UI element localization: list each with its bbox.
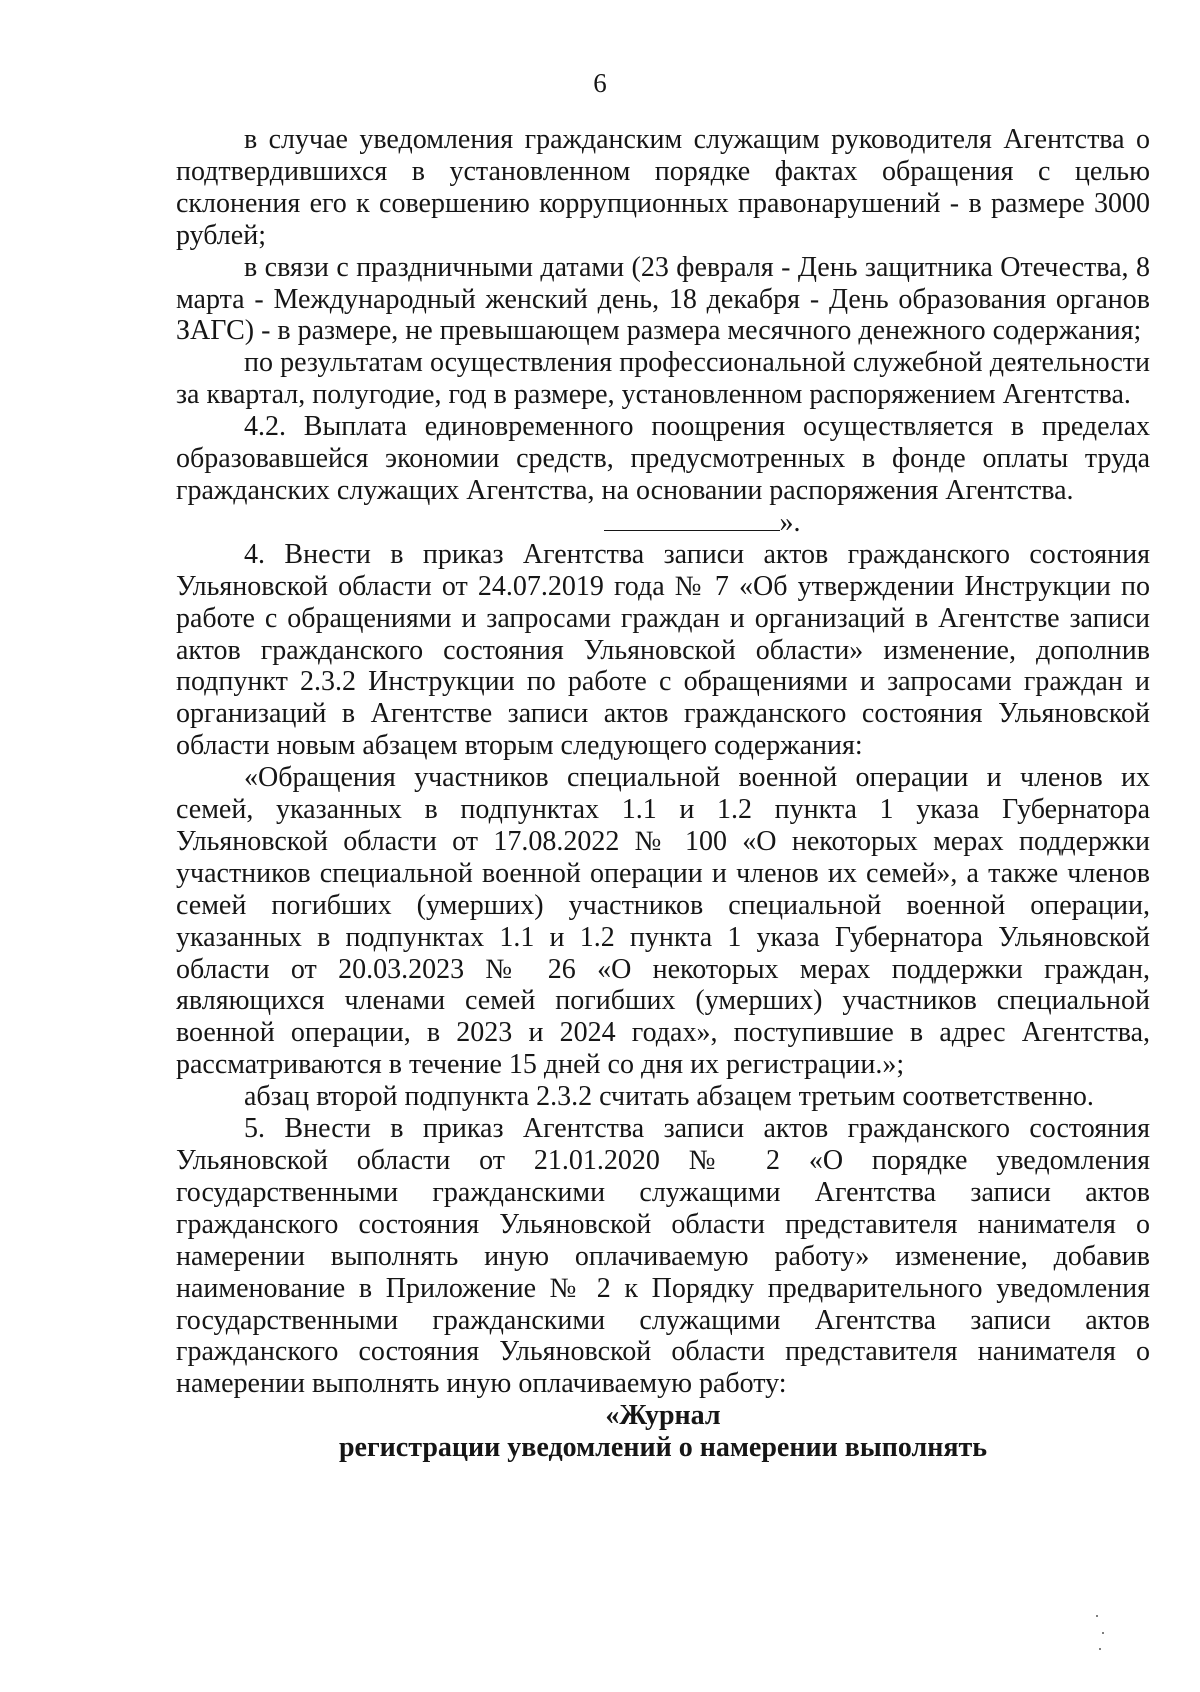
scan-speck — [1102, 1632, 1104, 1634]
paragraph-holiday-bonus: в связи с праздничными датами (23 февраля - День защитника Отечества, 8 марта - Международный женский день, 18 декабря - День образования органов ЗАГС) - в размере, не превышающем размера месячного денежного содержания; — [176, 251, 1150, 347]
paragraph-quoted-insert: «Обращения участников специальной военной операции и членов их семей, указанных в подпунктах 1.1 и 1.2 пункта 1 указа Губернатора Ульяновской области от 17.08.2022 № 100 «О некоторых мерах поддержки участников специальной военной операции и членов их семей», а также членов семей погибших (умерших) участников специальной военной операции, указанных в подпунктах 1.1 и 1.2 пункта 1 указа Губернатора Ульяновской области от 20.03.2023 № 26 «О некоторых мерах поддержки граждан, являющихся членами семей погибших (умерших) участников специальной военной операции, в 2023 и 2024 годах», поступившие в адрес Агентства, рассматриваются в течение 15 дней со дня их регистрации.»; — [176, 762, 1150, 1081]
paragraph-quarterly-bonus: по результатам осуществления профессиональной служебной деятельности за квартал, полугодие, год в размере, установленном распоряжением Агентства. — [176, 347, 1150, 411]
scan-speck — [1099, 1648, 1101, 1650]
paragraph-item-4: 4. Внести в приказ Агентства записи актов гражданского состояния Ульяновской области от 24.07.2019 года № 7 «Об утверждении Инструкции по работе с обращениями и запросами граждан и организаций в Агентстве записи актов гражданского состояния Ульяновской области» изменение, дополнив подпункт 2.3.2 Инструкции по работе с обращениями и запросами граждан и организаций в Агентстве записи актов гражданского состояния Ульяновской области новым абзацем вторым следующего содержания: — [176, 538, 1150, 762]
separator-rule — [604, 508, 780, 531]
paragraph-4-2: 4.2. Выплата единовременного поощрения осуществляется в пределах образовавшейся экономии средств, предусмотренных в фонде оплаты труда гражданских служащих Агентства, на основании распоряжения Агентства. — [176, 411, 1150, 506]
journal-heading-line-2: регистрации уведомлений о намерении выполнять — [338, 1432, 988, 1464]
page-number: 6 — [593, 68, 607, 98]
closing-quote-mark: ». — [779, 506, 801, 538]
scan-speck — [1096, 1615, 1098, 1617]
journal-heading-line-1: «Журнал — [605, 1400, 721, 1432]
closing-separator-line — [176, 507, 1150, 539]
document-body — [176, 124, 1150, 1464]
paragraph-anticorruption-bonus: в случае уведомления гражданским служащим руководителя Агентства о подтвердившихся в установленном порядке фактах обращения с целью склонения его к совершению коррупционных правонарушений - в размере 3000 рублей; — [176, 124, 1150, 251]
paragraph-renumber: абзац второй подпункта 2.3.2 считать абзацем третьим соответственно. — [244, 1081, 1094, 1113]
paragraph-item-5: 5. Внести в приказ Агентства записи актов гражданского состояния Ульяновской области от 21.01.2020 № 2 «О порядке уведомления государственными гражданскими служащими Агентства записи актов гражданского состояния Ульяновской области представителя нанимателя о намерении выполнять иную оплачиваемую работу» изменение, добавив наименование в Приложение № 2 к Порядку предварительного уведомления государственными гражданскими служащими Агентства записи актов гражданского состояния Ульяновской области представителя нанимателя о намерении выполнять иную оплачиваемую работу: — [176, 1113, 1150, 1400]
